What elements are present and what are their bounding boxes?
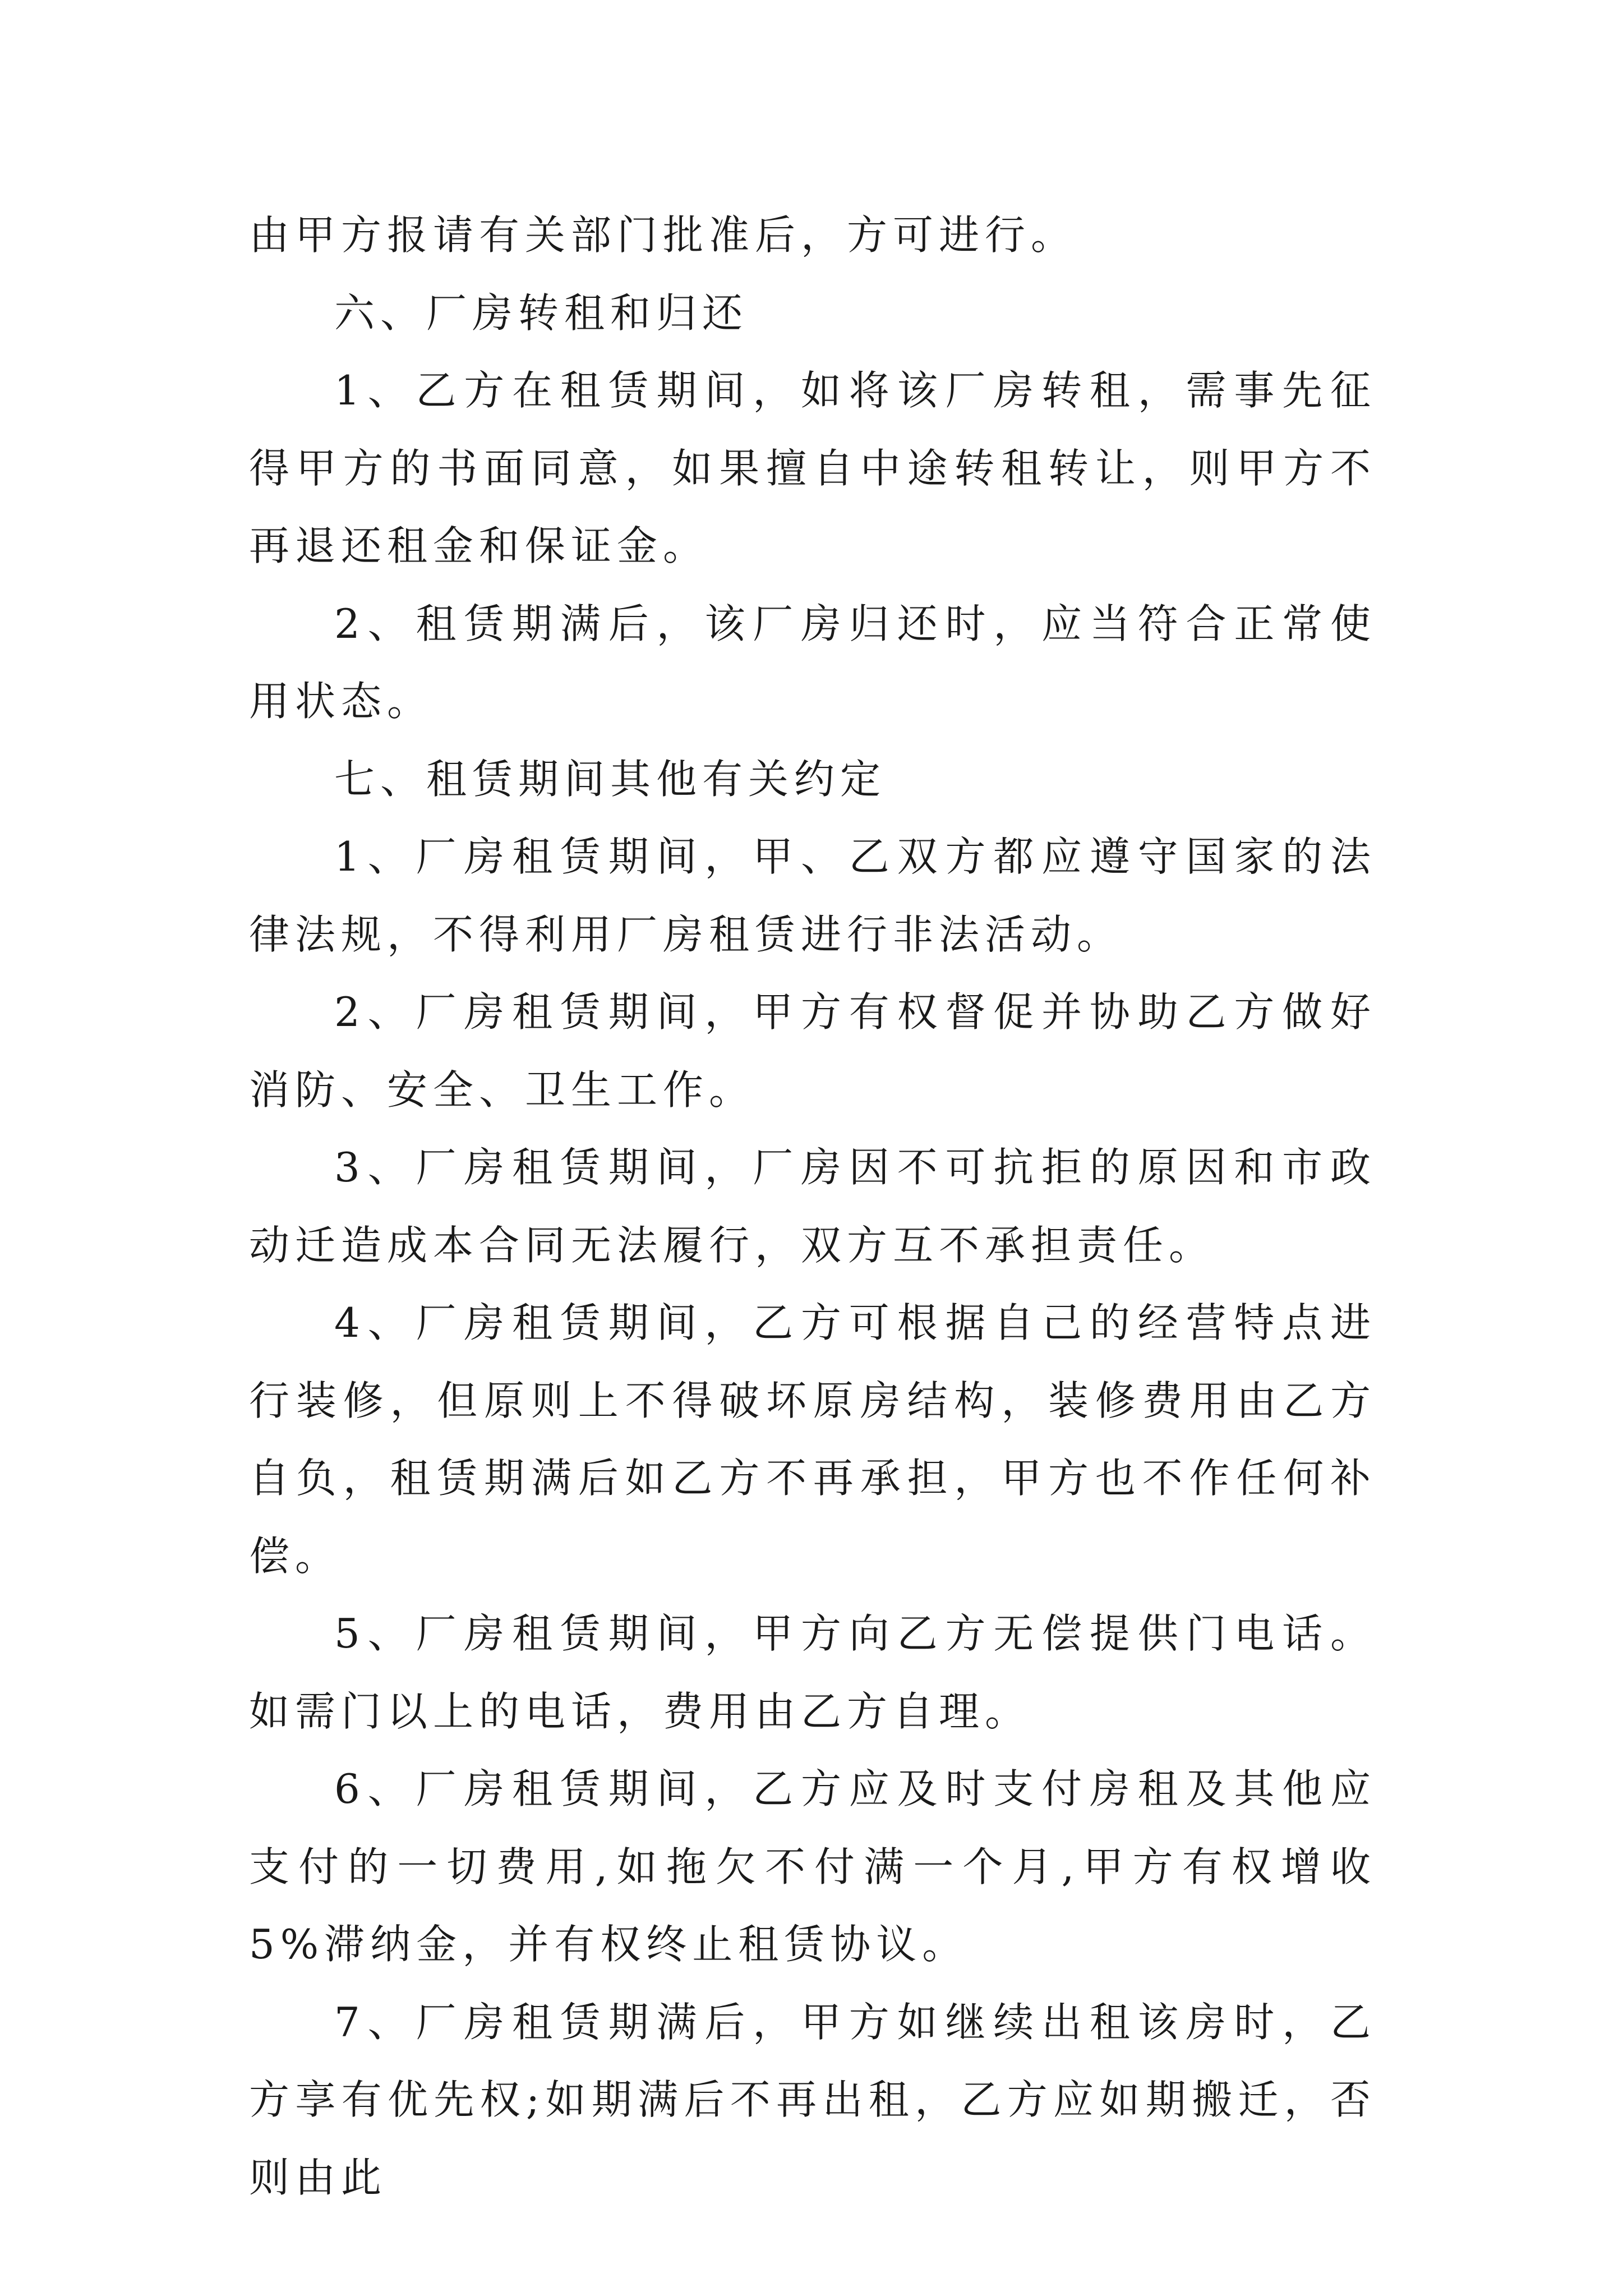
clause-7-2: 2、厂房租赁期间，甲方有权督促并协助乙方做好消防、安全、卫生工作。	[249, 988, 1376, 1114]
paragraph-continuation: 由甲方报请有关部门批准后，方可进行。	[249, 211, 1077, 259]
clause-7-4: 4、厂房租赁期间，乙方可根据自己的经营特点进行装修，但原则上不得破坏原房结构，装修费用由乙方自负，租赁期满后如乙方不再承担，甲方也不作任何补偿。	[249, 1299, 1376, 1580]
clause-6-2: 2、租赁期满后，该厂房归还时，应当符合正常使用状态。	[249, 600, 1376, 725]
clause-7-6: 6、厂房租赁期间，乙方应及时支付房租及其他应支付的一切费用,如拖欠不付满一个月,甲方有权增收 5%滞纳金，并有权终止租赁协议。	[249, 1765, 1376, 1968]
clause-6-1: 1、乙方在租赁期间，如将该厂房转租，需事先征得甲方的书面同意，如果擅自中途转租转让，则甲方不再退还租金和保证金。	[249, 367, 1376, 569]
clause-7-5: 5、厂房租赁期间，甲方向乙方无偿提供门电话。如需门以上的电话，费用由乙方自理。	[249, 1610, 1376, 1735]
clause-7-3: 3、厂房租赁期间，厂房因不可抗拒的原因和市政动迁造成本合同无法履行，双方互不承担责任。	[249, 1144, 1376, 1269]
clause-7-7: 7、厂房租赁期满后，甲方如继续出租该房时，乙方享有优先权;如期满后不再出租，乙方应如期搬迁，否则由此	[249, 1998, 1376, 2201]
document-body	[249, 196, 1376, 2216]
section-heading-other-agreements: 七、租赁期间其他有关约定	[334, 755, 887, 803]
clause-7-1: 1、厂房租赁期间，甲、乙双方都应遵守国家的法律法规，不得利用厂房租赁进行非法活动。	[249, 833, 1376, 958]
section-heading-sublease-return: 六、厂房转租和归还	[334, 289, 749, 337]
